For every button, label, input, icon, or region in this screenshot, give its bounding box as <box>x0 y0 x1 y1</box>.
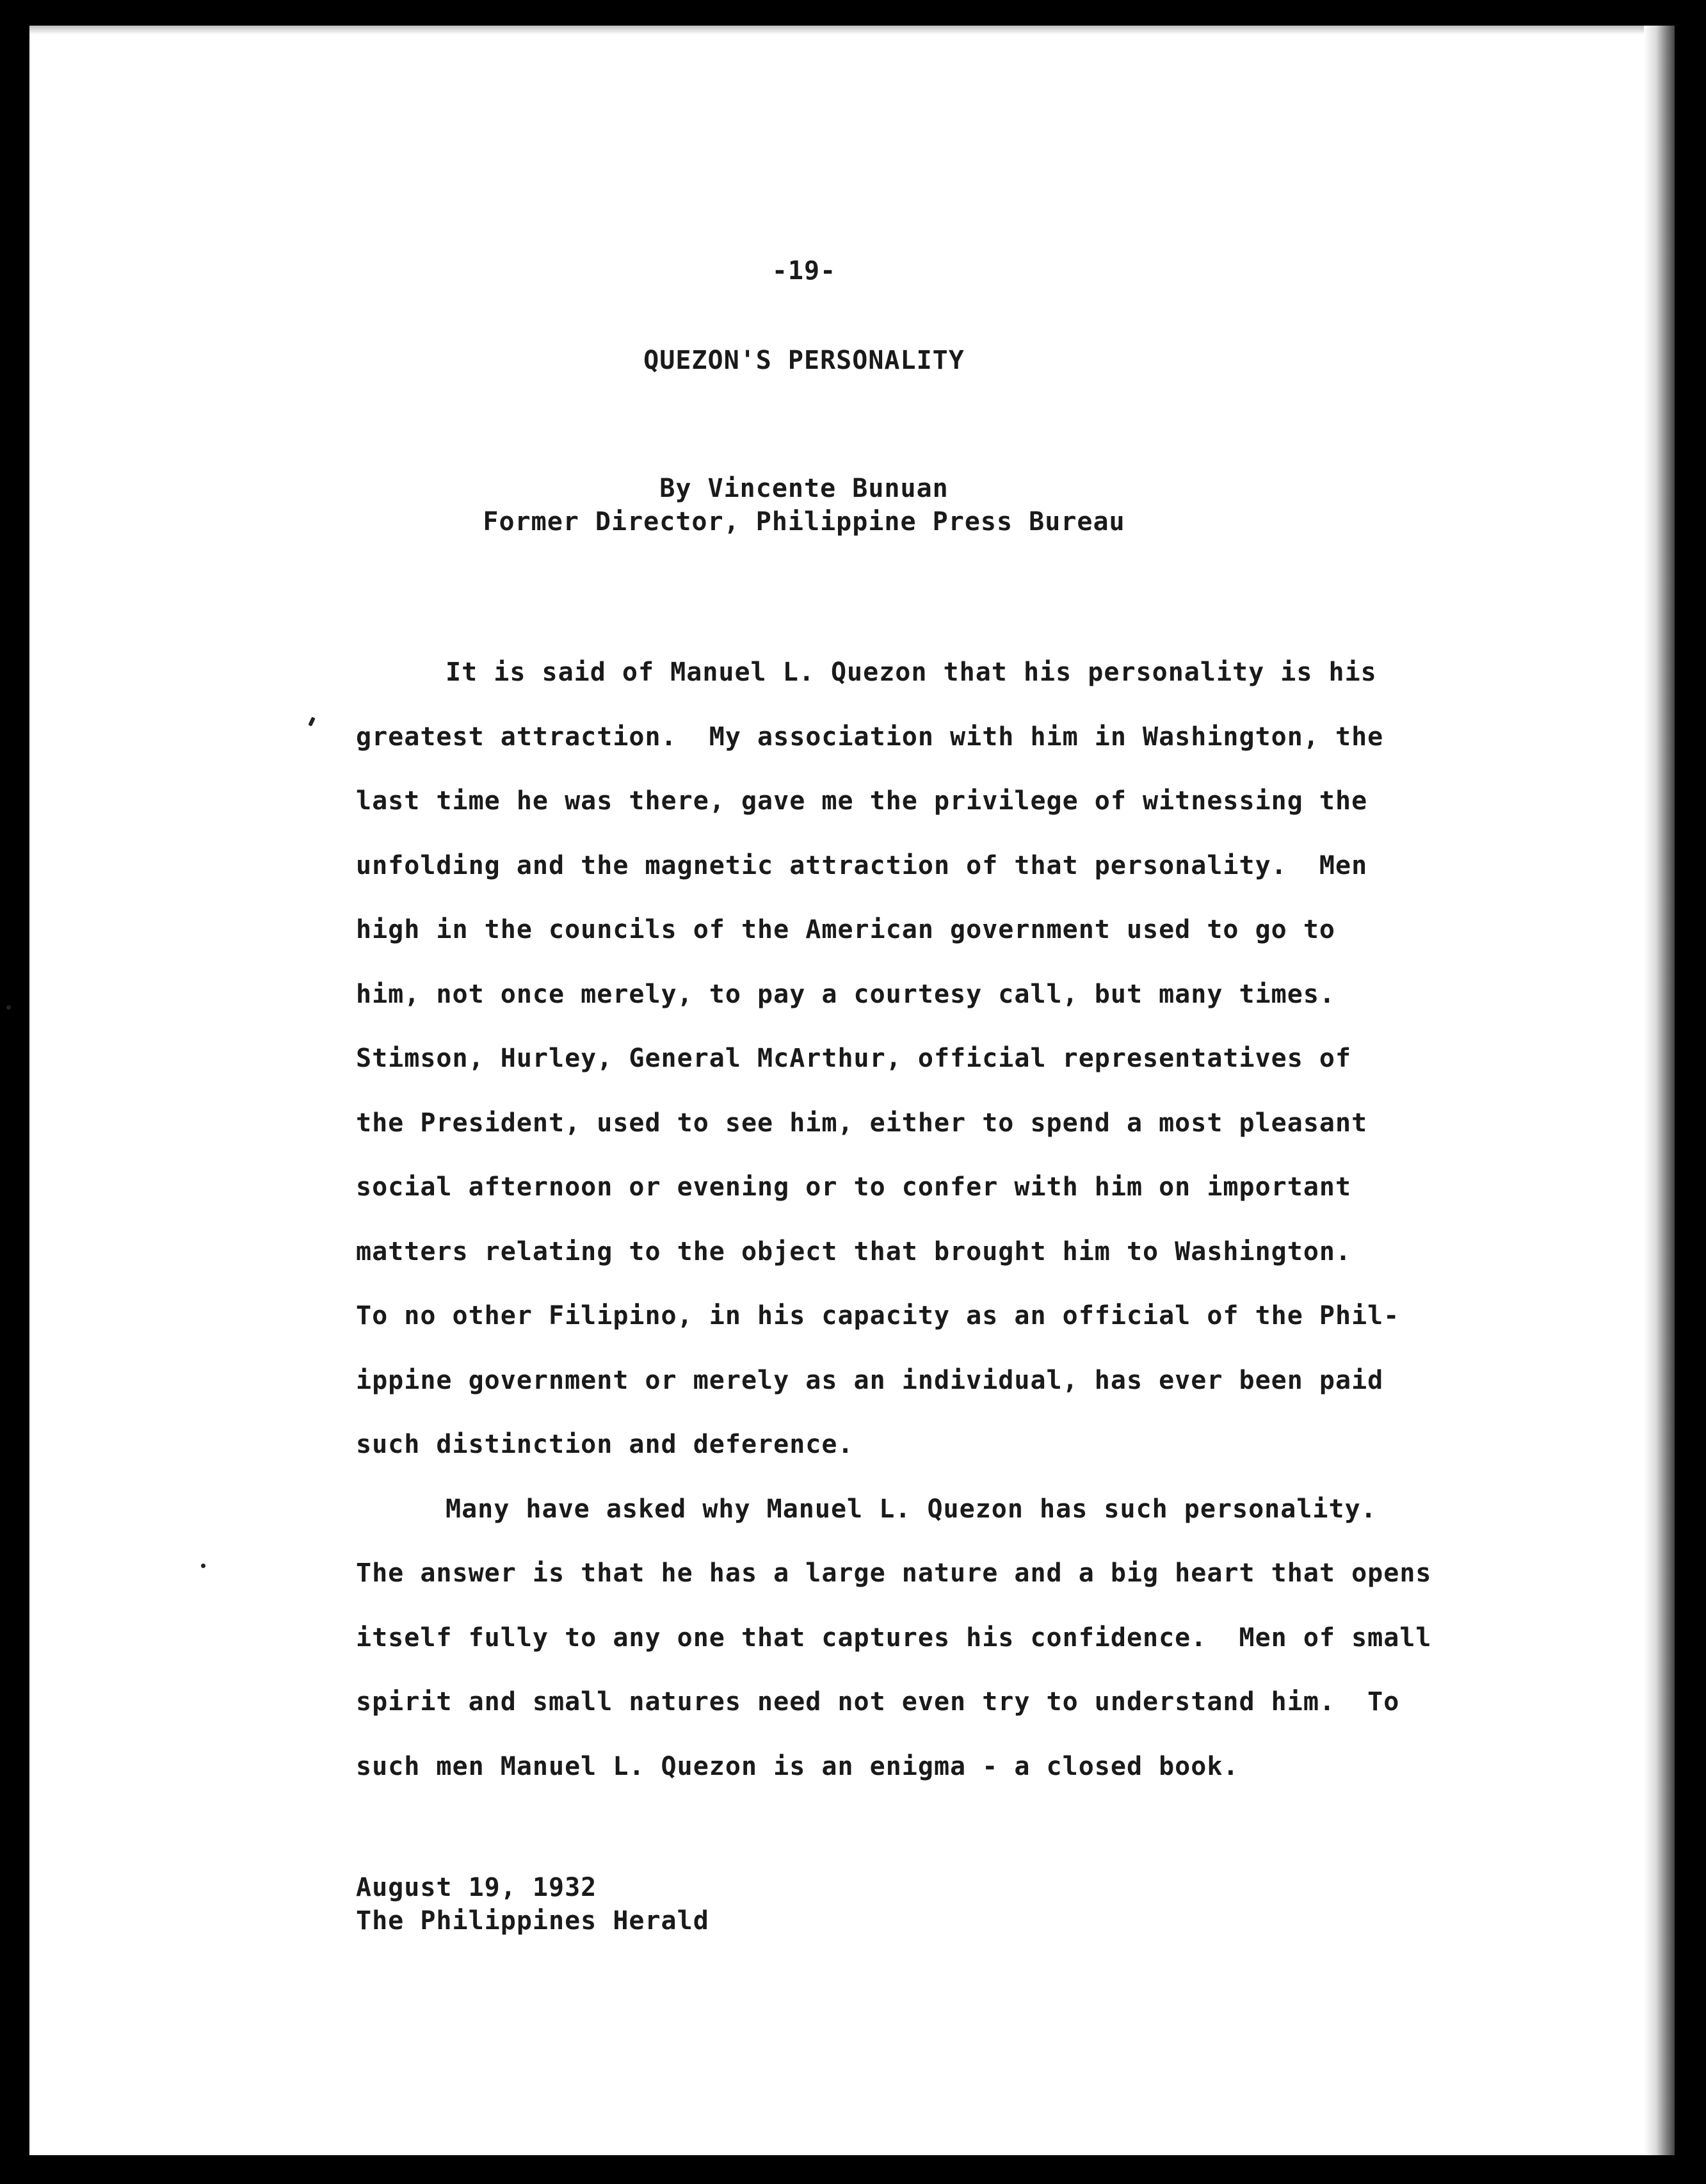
paper-speck <box>308 716 315 726</box>
byline: By Vincente Bunuan <box>659 474 949 503</box>
paragraph-line: last time he was there, gave me the privilege of witnessing the <box>356 786 1368 816</box>
paragraph-line: high in the councils of the American government used to go to <box>356 915 1336 944</box>
paragraph-line: The answer is that he has a large nature and a big heart that opens <box>356 1558 1432 1588</box>
page-number: -19- <box>771 256 837 286</box>
paragraph-line: Stimson, Hurley, General McArthur, official representatives of <box>356 1044 1352 1073</box>
document-title: QUEZON'S PERSONALITY <box>643 346 965 375</box>
paragraph-2 <box>356 1477 1521 1799</box>
scan-speck <box>6 1005 11 1010</box>
paragraph-line: spirit and small natures need not even try to understand him. To <box>356 1687 1400 1717</box>
paragraph-line: ippine government or merely as an individual, has ever been paid <box>356 1365 1384 1395</box>
publication-footer <box>356 1871 709 1937</box>
paragraph-line: matters relating to the object that brought him to Washington. <box>356 1236 1352 1266</box>
publication-source: The Philippines Herald <box>356 1906 709 1936</box>
paragraph-line: It is said of Manuel L. Quezon that his personality is his <box>446 658 1377 687</box>
page-right-edge <box>1644 26 1675 2155</box>
paragraph-line: itself fully to any one that captures his confidence. Men of small <box>356 1622 1432 1653</box>
paragraph-line: the President, used to see him, either to spend a most pleasant <box>356 1108 1368 1138</box>
paragraph-line: him, not once merely, to pay a courtesy call, but many times. <box>356 979 1336 1009</box>
publication-date: August 19, 1932 <box>356 1873 597 1902</box>
page-top-edge <box>29 26 1675 35</box>
paragraph-line: greatest attraction. My association with him in Washington, the <box>356 722 1384 752</box>
document-page <box>29 26 1675 2155</box>
author-affiliation: Former Director, Philippine Press Bureau <box>483 507 1125 537</box>
article-body <box>356 640 1521 1799</box>
paragraph-line: unfolding and the magnetic attraction of that personality. Men <box>356 850 1368 880</box>
paragraph-line: Many have asked why Manuel L. Quezon has such personality. <box>446 1494 1377 1524</box>
paragraph-line: such distinction and deference. <box>356 1430 854 1459</box>
paragraph-1 <box>356 640 1521 1477</box>
paragraph-line: such men Manuel L. Quezon is an enigma - a closed book. <box>356 1751 1239 1781</box>
paper-speck <box>201 1564 205 1568</box>
paragraph-line: To no other Filipino, in his capacity as an official of the Phil- <box>356 1301 1400 1331</box>
paragraph-line: social afternoon or evening or to confer with him on important <box>356 1172 1352 1202</box>
